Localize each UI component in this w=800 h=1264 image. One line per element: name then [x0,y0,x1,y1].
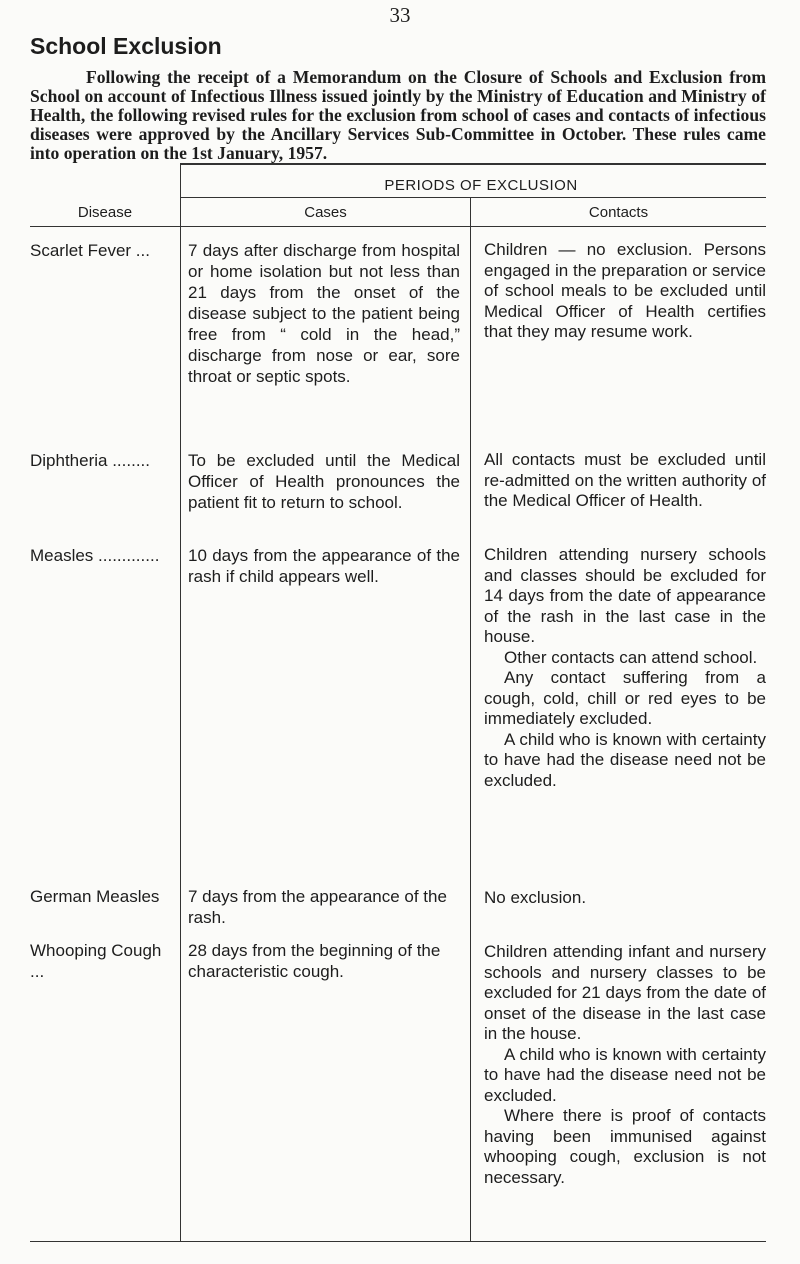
column-header-cases: Cases [304,204,347,221]
disease-cell: Measles ............. [30,546,160,565]
column-header-disease: Disease [77,204,133,221]
periods-of-exclusion-header: PERIODS OF EXCLUSION [384,177,578,194]
contacts-cell [484,545,766,791]
contacts-paragraph: A child who is known with certainty to have had the disease need not be excluded. [484,1044,766,1105]
cases-cell: 10 days from the appearance of the rash if child appears well. [188,546,460,586]
periods-rule [180,197,766,198]
page-number: 33 [389,3,411,27]
cases-cell: 28 days from the beginning of the characteristic cough. [188,941,441,981]
disease-col-divider [180,163,181,1241]
intro-paragraph: Following the receipt of a Memorandum on the Closure of Schools and Exclusion from School on account of Infectious Illness issued jointly by the Ministry of Education and Ministry of Health, the following revised rules for the exclusion from school of cases and contacts of infectious diseases were approved by the Ancillary Services Sub-Committee in October. These rules came into operation on the 1st January, 1957. [30,67,766,163]
table-bottom-rule [30,1241,766,1242]
contacts-cell [484,240,766,343]
contacts-cell [484,942,766,1188]
contacts-paragraph: All contacts must be excluded until re-admitted on the written authority of the Medical Officer of Health. [484,450,766,510]
cases-cell: 7 days from the appearance of the rash. [188,887,447,927]
disease-cell: Whooping Cough ... [30,941,162,981]
contacts-paragraph: Any contact suffering from a cough, cold, chill or red eyes to be immediately excluded. [484,668,766,728]
contacts-paragraph: Where there is proof of contacts having been immunised against whooping cough, exclusion is not necessary. [484,1106,766,1187]
cases-cell: To be excluded until the Medical Officer of Health pronounces the patient fit to return to school. [188,451,460,512]
contacts-paragraph: Other contacts can attend school. [504,647,758,667]
disease-cell: Diphtheria ........ [30,451,150,470]
contacts-paragraph: Children attending infant and nursery schools and nursery classes to be excluded for 21 days from the date of onset of the disease in the last case in the house. [484,942,766,1043]
table-top-rule [180,163,766,165]
contacts-paragraph: No exclusion. [484,888,587,907]
disease-cell: German Measles [30,887,160,906]
column-header-contacts: Contacts [588,204,649,221]
header-bottom-rule [30,226,766,227]
page-title: School Exclusion [30,33,222,59]
contacts-paragraph: Children — no exclusion. Persons engaged in the preparation or service of school meals to be excluded until Medical Officer of Health certifies that they may resume work. [484,240,766,341]
disease-cell: Scarlet Fever ... [30,241,150,260]
cases-col-divider [470,197,471,1241]
contacts-paragraph: A child who is known with certainty to have had the disease need not be excluded. [484,729,766,790]
contacts-cell [484,450,766,512]
cases-cell: 7 days after discharge from hospital or home isolation but not less than 21 days from the onset of the disease subject to the patient being free from “ cold in the head,” discharge from nose or ear, sore throat or septic spots. [188,241,460,386]
contacts-paragraph: Children attending nursery schools and classes should be excluded for 14 days from the date of appearance of the rash in the last case in the house. [484,545,766,646]
contacts-cell [484,888,766,909]
